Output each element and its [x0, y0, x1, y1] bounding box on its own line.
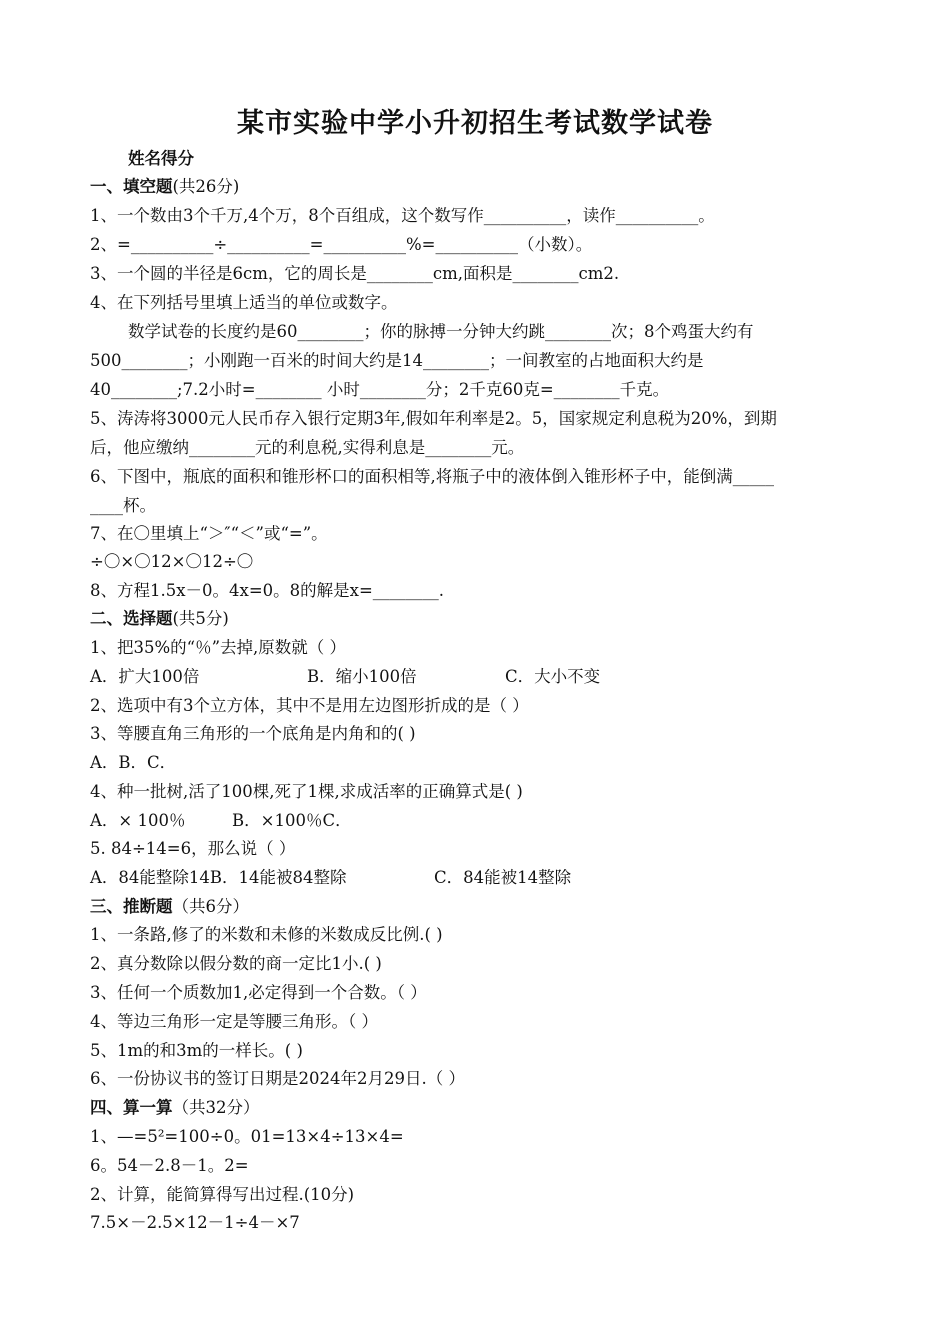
choice-question-1: 1、把35%的“％”去掉,原数就（ ）: [90, 638, 347, 657]
calc-question-2: 2、计算，能简算得写出过程.(10分): [90, 1185, 355, 1204]
page-title: 某市实验中学小升初招生考试数学试卷: [237, 108, 713, 139]
section-heading-calc: [90, 1095, 880, 1121]
fill-question-4-line-1: 数学试卷的长度约是60________；你的脉搏一分钟大约跳________次；8个鸡蛋大约有: [128, 322, 754, 341]
section-heading-choice: [90, 606, 880, 632]
fill-question-8: 8、方程1.5x－0。4x=0。8的解是x=________.: [90, 581, 445, 600]
choice-question-3-options: A．B．C．: [90, 753, 177, 772]
option-c: C．大小不变: [505, 667, 601, 686]
section-points: (共5分): [172, 609, 229, 628]
fill-question-6-line-1: 6、下图中，瓶底的面积和锥形杯口的面积相等,将瓶子中的液体倒入锥形杯子中，能倒满_____: [90, 467, 774, 486]
fill-question-2: 2、=__________÷__________=__________%=__________（小数）。: [90, 235, 593, 254]
judge-question-6: 6、一份协议书的签订日期是2024年2月29日.（ ）: [90, 1069, 465, 1088]
section-name: 四、算一算: [90, 1098, 173, 1117]
fill-question-5-line-1: 5、涛涛将3000元人民币存入银行定期3年,假如年利率是2。5，国家规定利息税为20%，到期: [90, 409, 777, 428]
fill-question-4-line-3: 40________;7.2小时=________ 小时________分；2千克60克=________千克。: [90, 380, 670, 399]
section-name: 二、选择题: [90, 609, 173, 628]
choice-question-5: 5. 84÷14=6，那么说（ ）: [90, 839, 296, 858]
choice-question-2: 2、选项中有3个立方体，其中不是用左边图形折成的是（ ）: [90, 696, 529, 715]
fill-question-4: 4、在下列括号里填上适当的单位或数字。: [90, 293, 398, 312]
section-name: 三、推断题: [90, 897, 173, 916]
choice-question-4: 4、种一批树,活了100棵,死了1棵,求成活率的正确算式是( ): [90, 782, 523, 801]
fill-question-7: 7、在〇里填上“＞″“＜”或“=”。: [90, 524, 328, 543]
calc-question-2-line-2: 7.5×－2.5×12－1÷4－×7: [90, 1213, 300, 1232]
choice-question-1-options: [90, 664, 880, 690]
judge-question-4: 4、等边三角形一定是等腰三角形。（ ）: [90, 1012, 378, 1031]
fill-question-3: 3、一个圆的半径是6cm，它的周长是________cm,面积是________cm2.: [90, 264, 620, 283]
section-heading-fill: [90, 174, 880, 200]
fill-question-6-line-2: ____杯。: [90, 496, 156, 515]
option-a: A．× 100％: [90, 811, 186, 830]
fill-question-1: 1、一个数由3个千万,4个万，8个百组成，这个数写作__________，读作__________。: [90, 206, 715, 225]
calc-question-1: 1、—=5²=100÷0。01=13×4÷13×4=: [90, 1127, 404, 1146]
choice-question-3: 3、等腰直角三角形的一个底角是内角和的( ): [90, 724, 416, 743]
calc-question-1-line-2: 6。54－2.8－1。2=: [90, 1156, 249, 1175]
section-points: (共26分): [172, 177, 240, 196]
option-a-b: A．84能整除14B．14能被84整除: [90, 868, 347, 887]
judge-question-1: 1、一条路,修了的米数和未修的米数成反比例.( ): [90, 925, 443, 944]
section-points: （共32分）: [172, 1098, 260, 1117]
section-name: 一、填空题: [90, 177, 173, 196]
section-points: （共6分）: [172, 897, 249, 916]
option-b-c: B．×100％C．: [232, 811, 352, 830]
judge-question-3: 3、任何一个质数加1,必定得到一个合数。（ ）: [90, 983, 427, 1002]
fill-question-5-line-2: 后，他应缴纳________元的利息税,实得利息是________元。: [90, 438, 525, 457]
fill-question-4-line-2: 500________；小刚跑一百米的时间大约是14________；一间教室的占地面积大约是: [90, 351, 704, 370]
name-score-line: 姓名得分: [128, 149, 194, 168]
judge-question-5: 5、1m的和3m的一样长。( ): [90, 1041, 303, 1060]
judge-question-2: 2、真分数除以假分数的商一定比1小.( ): [90, 954, 382, 973]
choice-question-4-options: [90, 808, 880, 834]
option-a: A．扩大100倍: [90, 667, 200, 686]
choice-question-5-options: [90, 865, 880, 891]
option-c: C．84能被14整除: [434, 868, 572, 887]
option-b: B．缩小100倍: [307, 667, 417, 686]
fill-question-7-line-2: ÷〇×〇12×〇12÷〇: [90, 552, 254, 571]
section-heading-judge: [90, 894, 880, 920]
